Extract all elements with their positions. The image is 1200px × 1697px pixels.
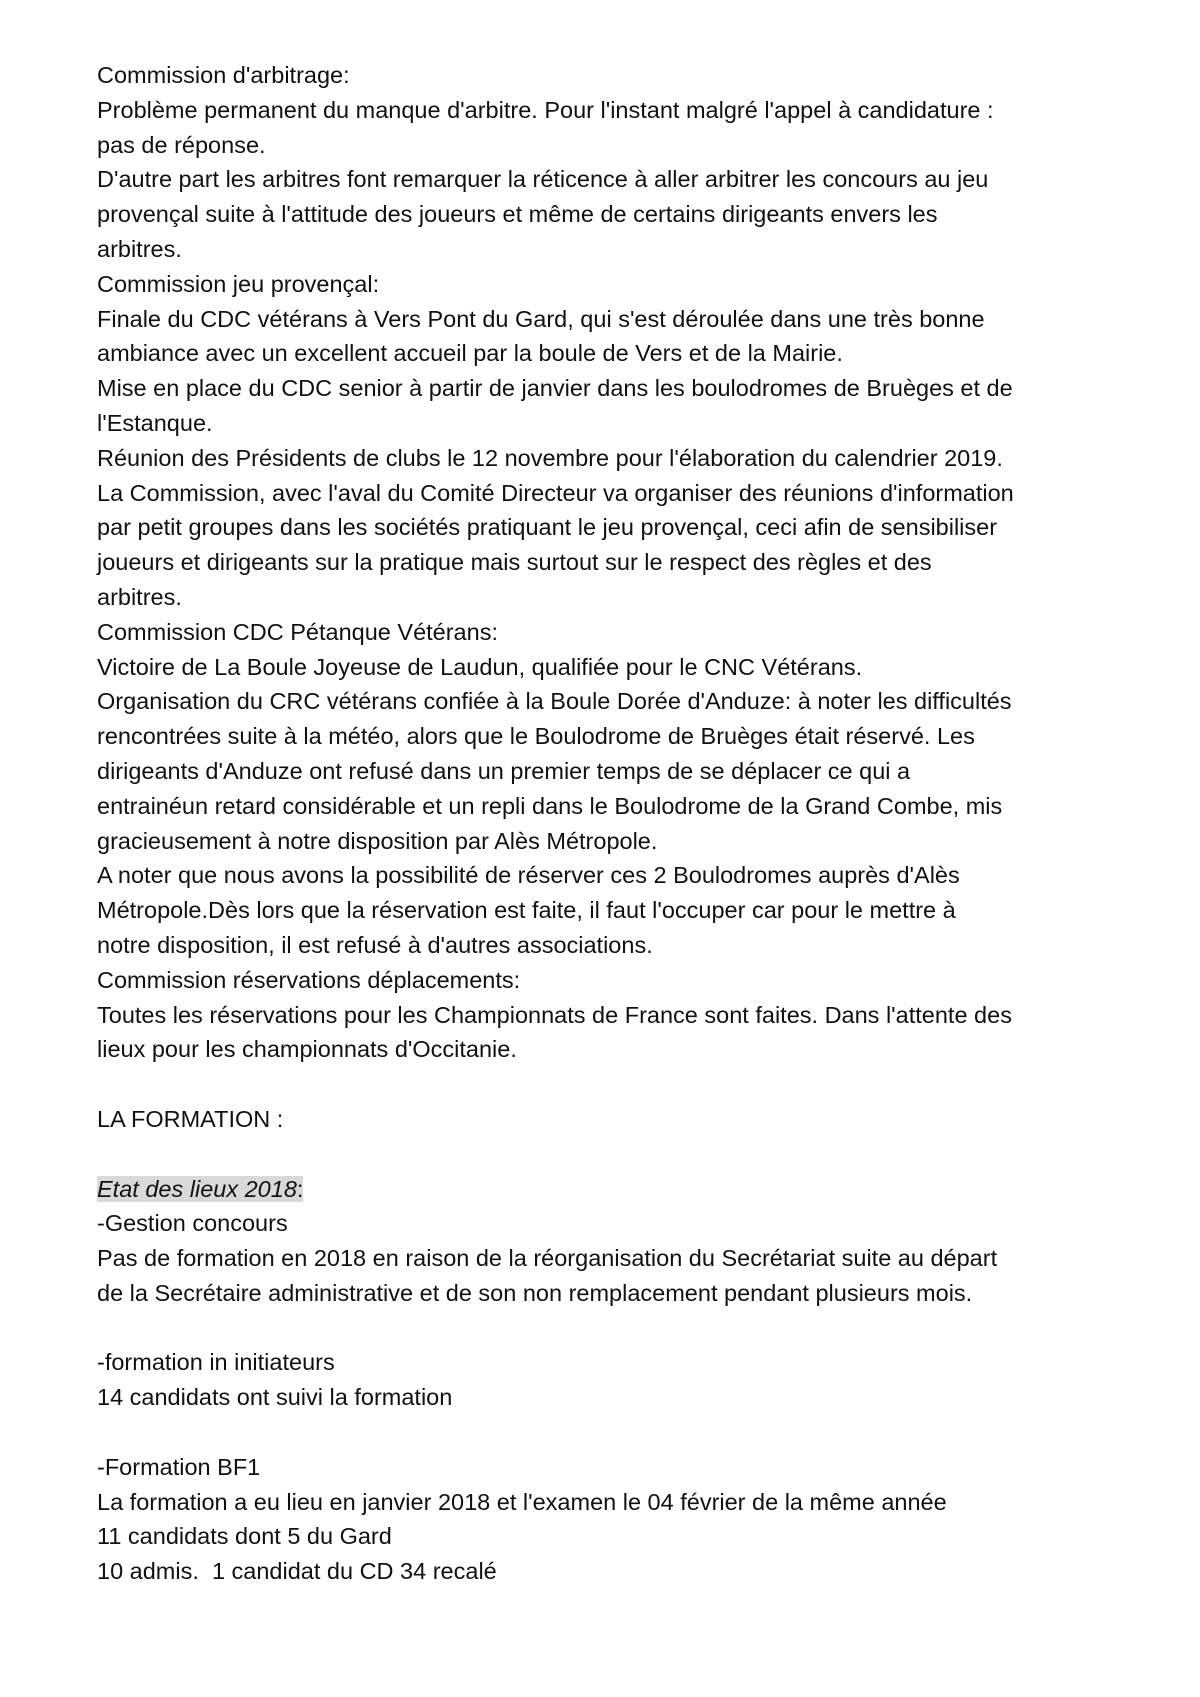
- heading-commission-cdc-petanque: Commission CDC Pétanque Vétérans:: [97, 618, 498, 645]
- text-line: Problème permanent du manque d'arbitre. Pour l'instant malgré l'appel à candidature :: [97, 96, 994, 123]
- text-line: A noter que nous avons la possibilité de réserver ces 2 Boulodromes auprès d'Alès: [97, 862, 960, 889]
- etat-des-lieux-label: Etat des lieux 2018: [97, 1175, 297, 1202]
- text-line: Pas de formation en 2018 en raison de la réorganisation du Secrétariat suite au départ: [97, 1245, 998, 1272]
- text-line: Réunion des Présidents de clubs le 12 novembre pour l'élaboration du calendrier 2019.: [97, 444, 1003, 471]
- text-line: joueurs et dirigeants sur la pratique mais surtout sur le respect des règles et des: [97, 549, 932, 576]
- text-line: D'autre part les arbitres font remarquer la réticence à aller arbitrer les concours au jeu: [97, 166, 989, 193]
- spacer: [97, 1311, 1137, 1346]
- text-line: pas de réponse.: [97, 131, 266, 158]
- text-line: Finale du CDC vétérans à Vers Pont du Gard, qui s'est déroulée dans une très bonne: [97, 305, 985, 332]
- text-line: Organisation du CRC vétérans confiée à la Boule Dorée d'Anduze: à noter les difficultés: [97, 688, 1012, 715]
- text-line: entrainéun retard considérable et un repli dans le Boulodrome de la Grand Combe, mis: [97, 792, 1003, 819]
- text-line: 10 admis. 1 candidat du CD 34 recalé: [97, 1558, 497, 1585]
- text-line: arbitres.: [97, 235, 182, 262]
- text-line: dirigeants d'Anduze ont refusé dans un premier temps de se déplacer ce qui a: [97, 757, 911, 784]
- text-line: gracieusement à notre disposition par Alès Métropole.: [97, 827, 658, 854]
- gestion-concours-title: -Gestion concours: [97, 1210, 288, 1237]
- text-line: ambiance avec un excellent accueil par la boule de Vers et de la Mairie.: [97, 340, 843, 367]
- text-line: rencontrées suite à la météo, alors que le Boulodrome de Bruèges était réservé. Les: [97, 723, 975, 750]
- text-line: 14 candidats ont suivi la formation: [97, 1384, 453, 1411]
- heading-commission-arbitrage: Commission d'arbitrage:: [97, 62, 350, 88]
- etat-des-lieux-colon: :: [296, 1175, 304, 1202]
- text-line: La Commission, avec l'aval du Comité Directeur va organiser des réunions d'information: [97, 479, 1014, 506]
- etat-des-lieux-heading: [97, 1172, 1137, 1207]
- text-line: l'Estanque.: [97, 409, 213, 436]
- spacer: [97, 1137, 1137, 1172]
- text-line: Métropole.Dès lors que la réservation est faite, il faut l'occuper car pour le mettre à: [97, 897, 956, 924]
- document-page: [97, 58, 1137, 1589]
- text-line: par petit groupes dans les sociétés pratiquant le jeu provençal, ceci afin de sensibiliser: [97, 514, 998, 541]
- spacer: [97, 1415, 1137, 1450]
- section-heading-formation: LA FORMATION :: [97, 1105, 284, 1132]
- text-line: 11 candidats dont 5 du Gard: [97, 1523, 392, 1550]
- text-line: provençal suite à l'attitude des joueurs et même de certains dirigeants envers les: [97, 201, 938, 228]
- text-line: notre disposition, il est refusé à d'autres associations.: [97, 931, 653, 958]
- heading-commission-reservations: Commission réservations déplacements:: [97, 966, 521, 993]
- text-line: La formation a eu lieu en janvier 2018 et l'examen le 04 février de la même année: [97, 1488, 947, 1515]
- text-line: Toutes les réservations pour les Championnats de France sont faites. Dans l'attente des: [97, 1001, 1012, 1028]
- text-line: lieux pour les championnats d'Occitanie.: [97, 1036, 517, 1063]
- heading-commission-jeu-provencal: Commission jeu provençal:: [97, 270, 380, 297]
- text-line: Mise en place du CDC senior à partir de janvier dans les boulodromes de Bruèges et de: [97, 375, 1013, 402]
- spacer: [97, 1067, 1137, 1102]
- formation-bf1-title: -Formation BF1: [97, 1453, 261, 1480]
- text-line: Victoire de La Boule Joyeuse de Laudun, qualifiée pour le CNC Vétérans.: [97, 653, 863, 680]
- text-line: arbitres.: [97, 583, 182, 610]
- text-line: de la Secrétaire administrative et de son non remplacement pendant plusieurs mois.: [97, 1279, 973, 1306]
- etat-des-lieux-highlight: [97, 1176, 303, 1202]
- formation-initiateurs-title: -formation in initiateurs: [97, 1349, 335, 1376]
